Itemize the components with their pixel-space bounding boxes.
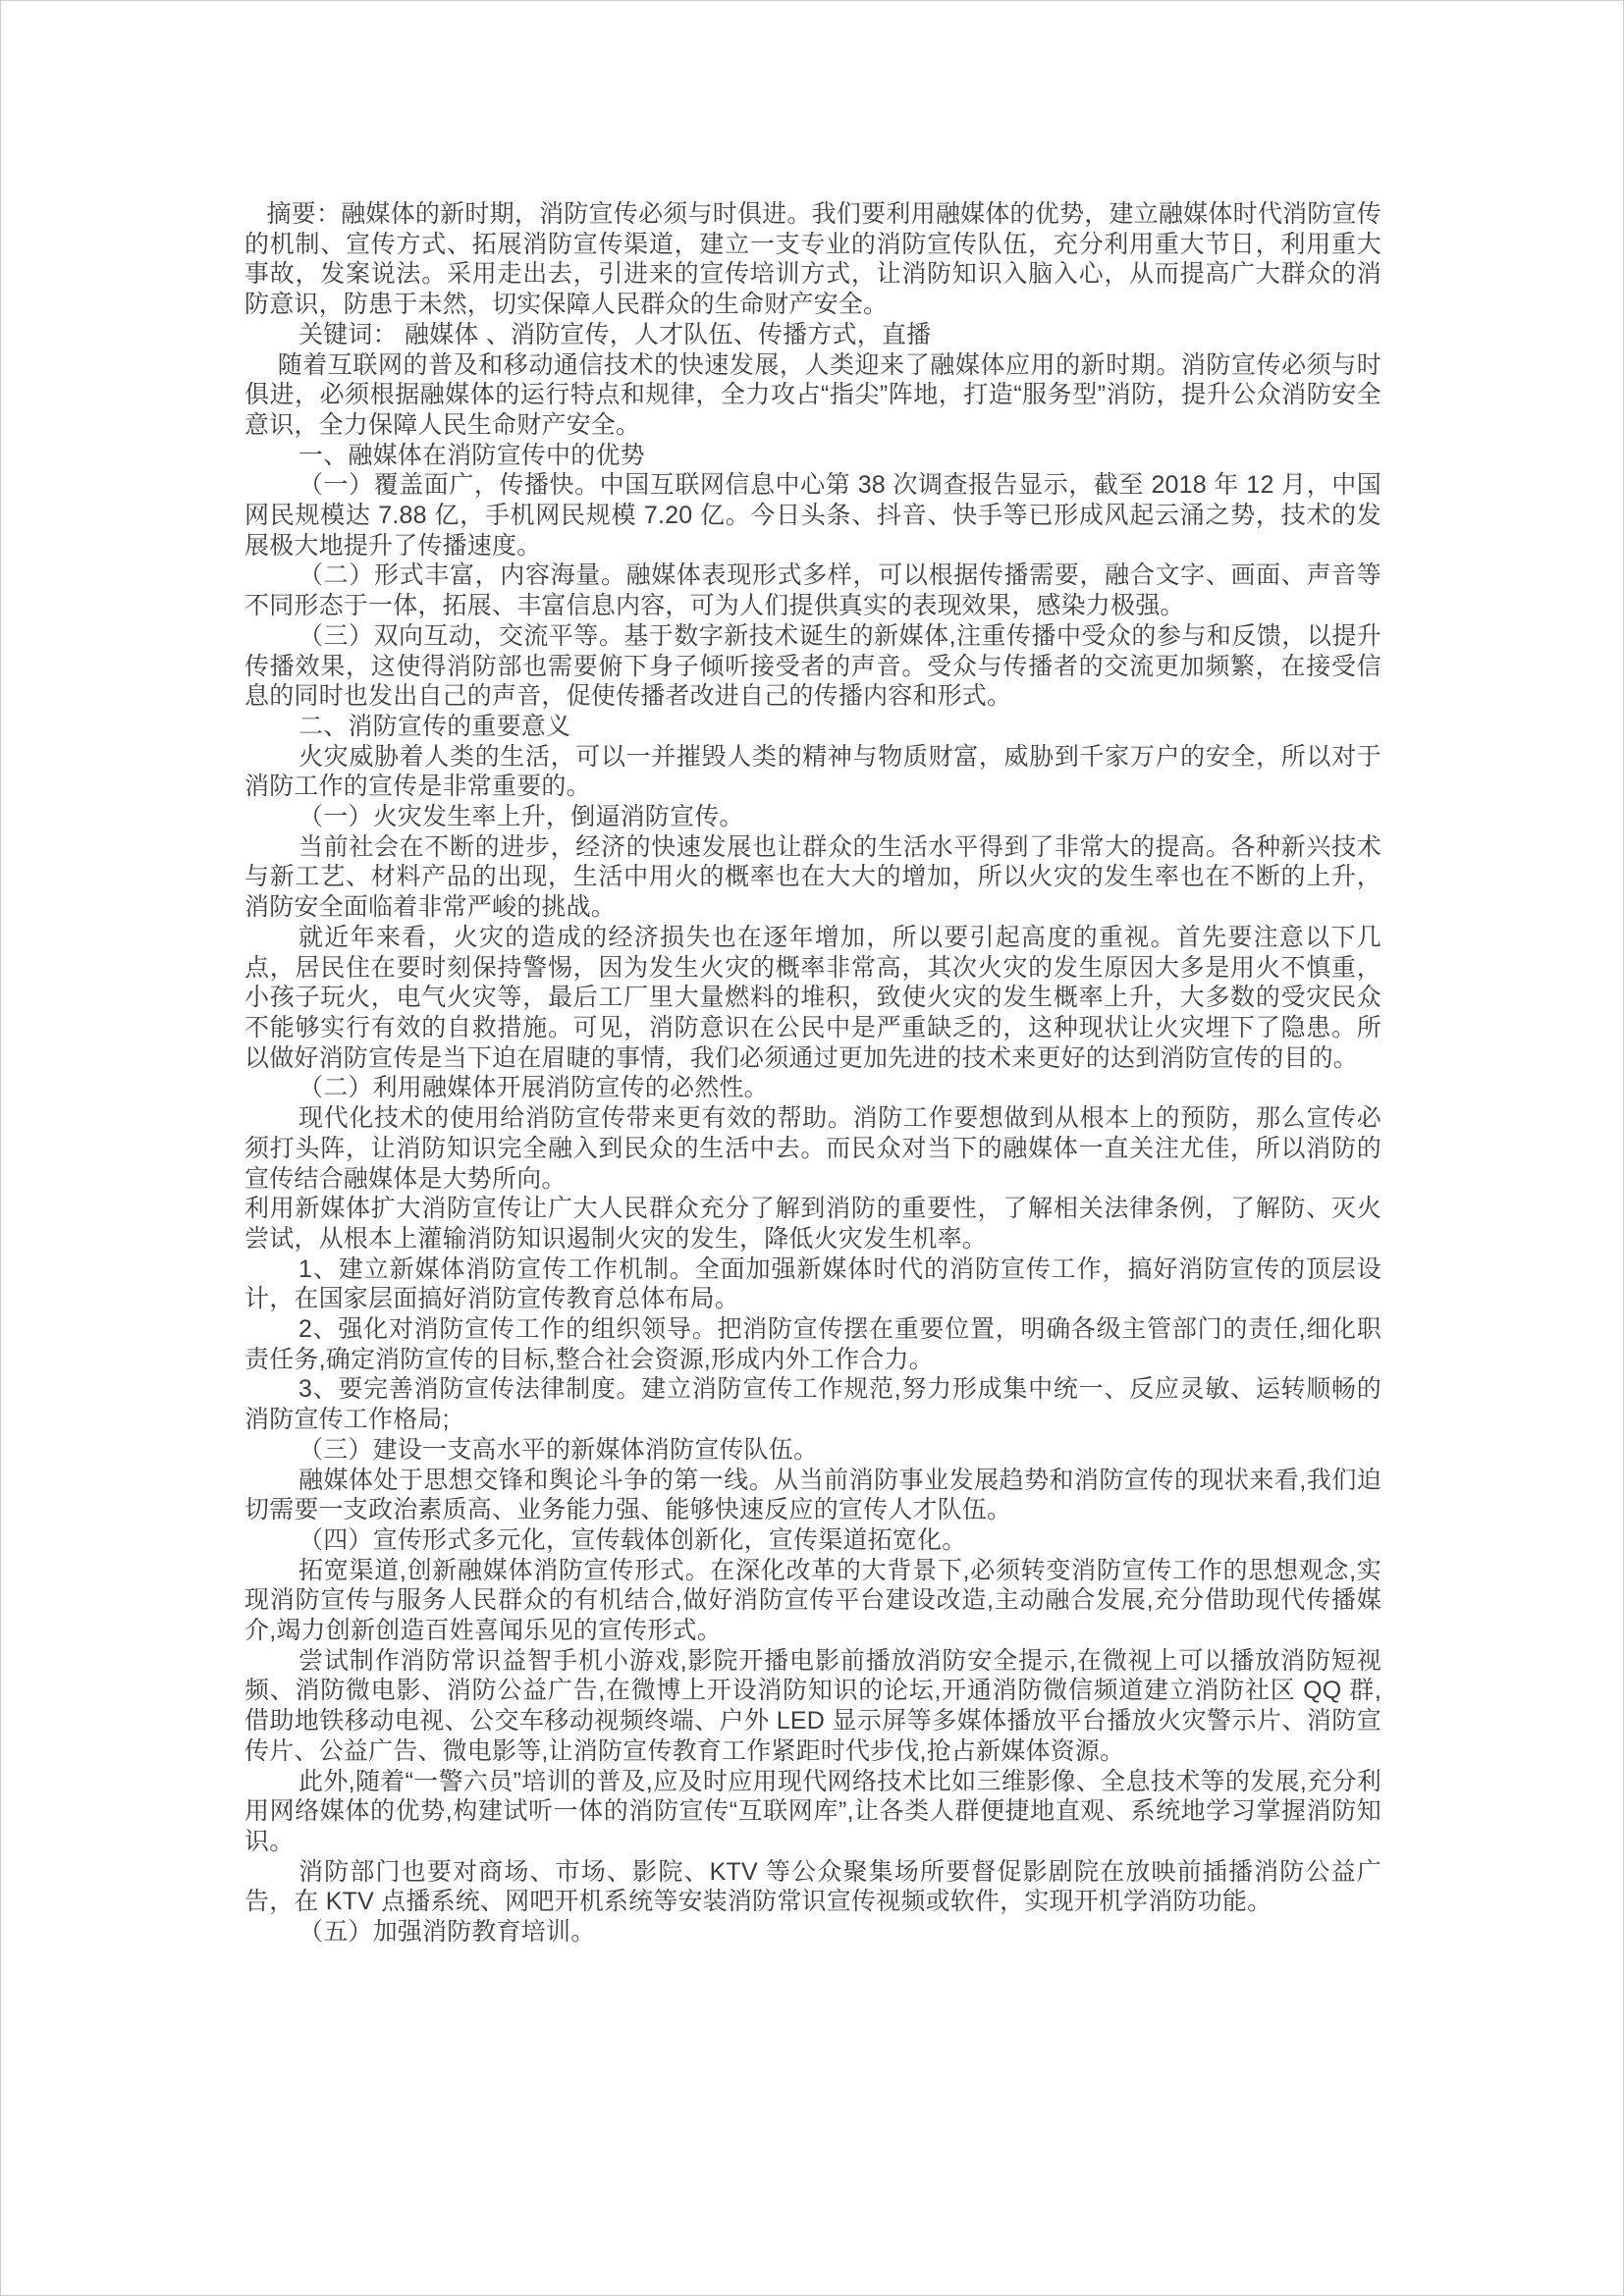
paragraph: 火灾威胁着人类的生活，可以一并摧毁人类的精神与物质财富，威胁到千家万户的安全，所以对于消防工作的宣传是非常重要的。 <box>244 742 1381 801</box>
paragraph: 拓宽渠道,创新融媒体消防宣传形式。在深化改革的大背景下,必须转变消防宣传工作的思想观念,实现消防宣传与服务人民群众的有机结合,做好消防宣传平台建设改造,主动融合发展,充分借助现代传播媒介,竭力创新创造百姓喜闻乐见的宣传形式。 <box>244 1556 1381 1645</box>
paragraph: （二）形式丰富，内容海量。融媒体表现形式多样，可以根据传播需要，融合文字、画面、声音等不同形态于一体，拓展、丰富信息内容，可为人们提供真实的表现效果，感染力极强。 <box>244 561 1381 620</box>
paragraph: 当前社会在不断的进步，经济的快速发展也让群众的生活水平得到了非常大的提高。各种新兴技术与新工艺、材料产品的出现，生活中用火的概率也在大大的增加，所以火灾的发生率也在不断的上升，消防安全面临着非常严峻的挑战。 <box>244 832 1381 922</box>
paragraph: （五）加强消防教育培训。 <box>298 1918 596 1947</box>
paragraph: （四）宣传形式多元化，宣传载体创新化，宣传渠道拓宽化。 <box>298 1525 967 1554</box>
paragraph: 消防部门也要对商场、市场、影院、KTV 等公众聚集场所要督促影剧院在放映前插播消防公益广告，在 KTV 点播系统、网吧开机系统等安装消防常识宣传视频或软件，实现开机学消防功能。 <box>244 1857 1381 1916</box>
paragraph: 尝试制作消防常识益智手机小游戏,影院开播电影前播放消防安全提示,在微视上可以播放消防短视频、消防微电影、消防公益广告,在微博上开设消防知识的论坛,开通消防微信频道建立消防社区 QQ 群,借助地铁移动电视、公交车移动视频终端、户外 LED 显示屏等多媒体播放平台播放火灾警示片、消防宣传片、公益广告、微电影等,让消防宣传教育工作紧距时代步伐,抢占新媒体资源。 <box>244 1646 1381 1765</box>
paragraph: （一）火灾发生率上升，倒逼消防宣传。 <box>298 803 744 831</box>
paragraph: 1、建立新媒体消防宣传工作机制。全面加强新媒体时代的消防宣传工作，搞好消防宣传的顶层设计，在国家层面搞好消防宣传教育总体布局。 <box>244 1255 1381 1313</box>
paragraph: 利用新媒体扩大消防宣传让广大人民群众充分了解到消防的重要性，了解相关法律条例，了解防、灭火尝试，从根本上灌输消防知识遏制火灾的发生，降低火灾发生机率。 <box>244 1195 1381 1253</box>
document-body <box>244 199 1381 1948</box>
paragraph: （二）利用融媒体开展消防宣传的必然性。 <box>298 1074 769 1102</box>
paragraph: 现代化技术的使用给消防宣传带来更有效的帮助。消防工作要想做到从根本上的预防，那么宣传必须打头阵，让消防知识完全融入到民众的生活中去。而民众对当下的融媒体一直关注尤佳，所以消防的宣传结合融媒体是大势所向。 <box>244 1104 1381 1193</box>
paragraph: 随着互联网的普及和移动通信技术的快速发展，人类迎来了融媒体应用的新时期。消防宣传必须与时俱进，必须根据融媒体的运行特点和规律，全力攻占“指尖”阵地，打造“服务型”消防，提升公众消防安全意识，全力保障人民生命财产安全。 <box>244 350 1381 439</box>
paragraph: 3、要完善消防宣传法律制度。建立消防宣传工作规范,努力形成集中统一、反应灵敏、运转顺畅的消防宣传工作格局; <box>244 1375 1381 1434</box>
paragraph: 关键词： 融媒体 、消防宣传，人才队伍、传播方式，直播 <box>298 320 932 348</box>
paragraph: （一）覆盖面广，传播快。中国互联网信息中心第 38 次调查报告显示，截至 2018 年 12 月，中国网民规模达 7.88 亿，手机网民规模 7.20 亿。今日头条、抖音、快手等已形成风起云涌之势，技术的发展极大地提升了传播速度。 <box>244 471 1381 560</box>
paragraph: 融媒体处于思想交锋和舆论斗争的第一线。从当前消防事业发展趋势和消防宣传的现状来看,我们迫切需要一支政治素质高、业务能力强、能够快速反应的宣传人才队伍。 <box>244 1466 1381 1524</box>
paragraph: （三）双向互动，交流平等。基于数字新技术诞生的新媒体,注重传播中受众的参与和反馈，以提升传播效果，这使得消防部也需要俯下身子倾听接受者的声音。受众与传播者的交流更加频繁，在接受信息的同时也发出自己的声音，促使传播者改进自己的传播内容和形式。 <box>244 621 1381 711</box>
paragraph: 2、强化对消防宣传工作的组织领导。把消防宣传摆在重要位置，明确各级主管部门的责任,细化职责任务,确定消防宣传的目标,整合社会资源,形成内外工作合力。 <box>244 1315 1381 1373</box>
paragraph: （三）建设一支高水平的新媒体消防宣传队伍。 <box>298 1435 819 1464</box>
paragraph: 就近年来看，火灾的造成的经济损失也在逐年增加，所以要引起高度的重视。首先要注意以下几点，居民住在要时刻保持警惕，因为发生火灾的概率非常高，其次火灾的发生原因大多是用火不慎重，小孩子玩火，电气火灾等，最后工厂里大量燃料的堆积，致使火灾的发生概率上升，大多数的受灾民众不能够实行有效的自救措施。可见，消防意识在公民中是严重缺乏的，这种现状让火灾埋下了隐患。所以做好消防宣传是当下迫在眉睫的事情，我们必须通过更加先进的技术来更好的达到消防宣传的目的。 <box>244 923 1381 1072</box>
paragraph: 一、融媒体在消防宣传中的优势 <box>298 441 645 469</box>
paragraph: 二、消防宣传的重要意义 <box>298 712 571 740</box>
paragraph: 摘要：融媒体的新时期，消防宣传必须与时俱进。我们要利用融媒体的优势，建立融媒体时代消防宣传的机制、宣传方式、拓展消防宣传渠道，建立一支专业的消防宣传队伍，充分利用重大节日，利用重大事故，发案说法。采用走出去，引进来的宣传培训方式，让消防知识入脑入心，从而提高广大群众的消防意识，防患于未然，切实保障人民群众的生命财产安全。 <box>244 200 1381 319</box>
paragraph: 此外,随着“一警六员”培训的普及,应及时应用现代网络技术比如三维影像、全息技术等的发展,充分利用网络媒体的优势,构建试听一体的消防宣传“互联网库”,让各类人群便捷地直观、系统地学习掌握消防知识。 <box>244 1767 1381 1855</box>
